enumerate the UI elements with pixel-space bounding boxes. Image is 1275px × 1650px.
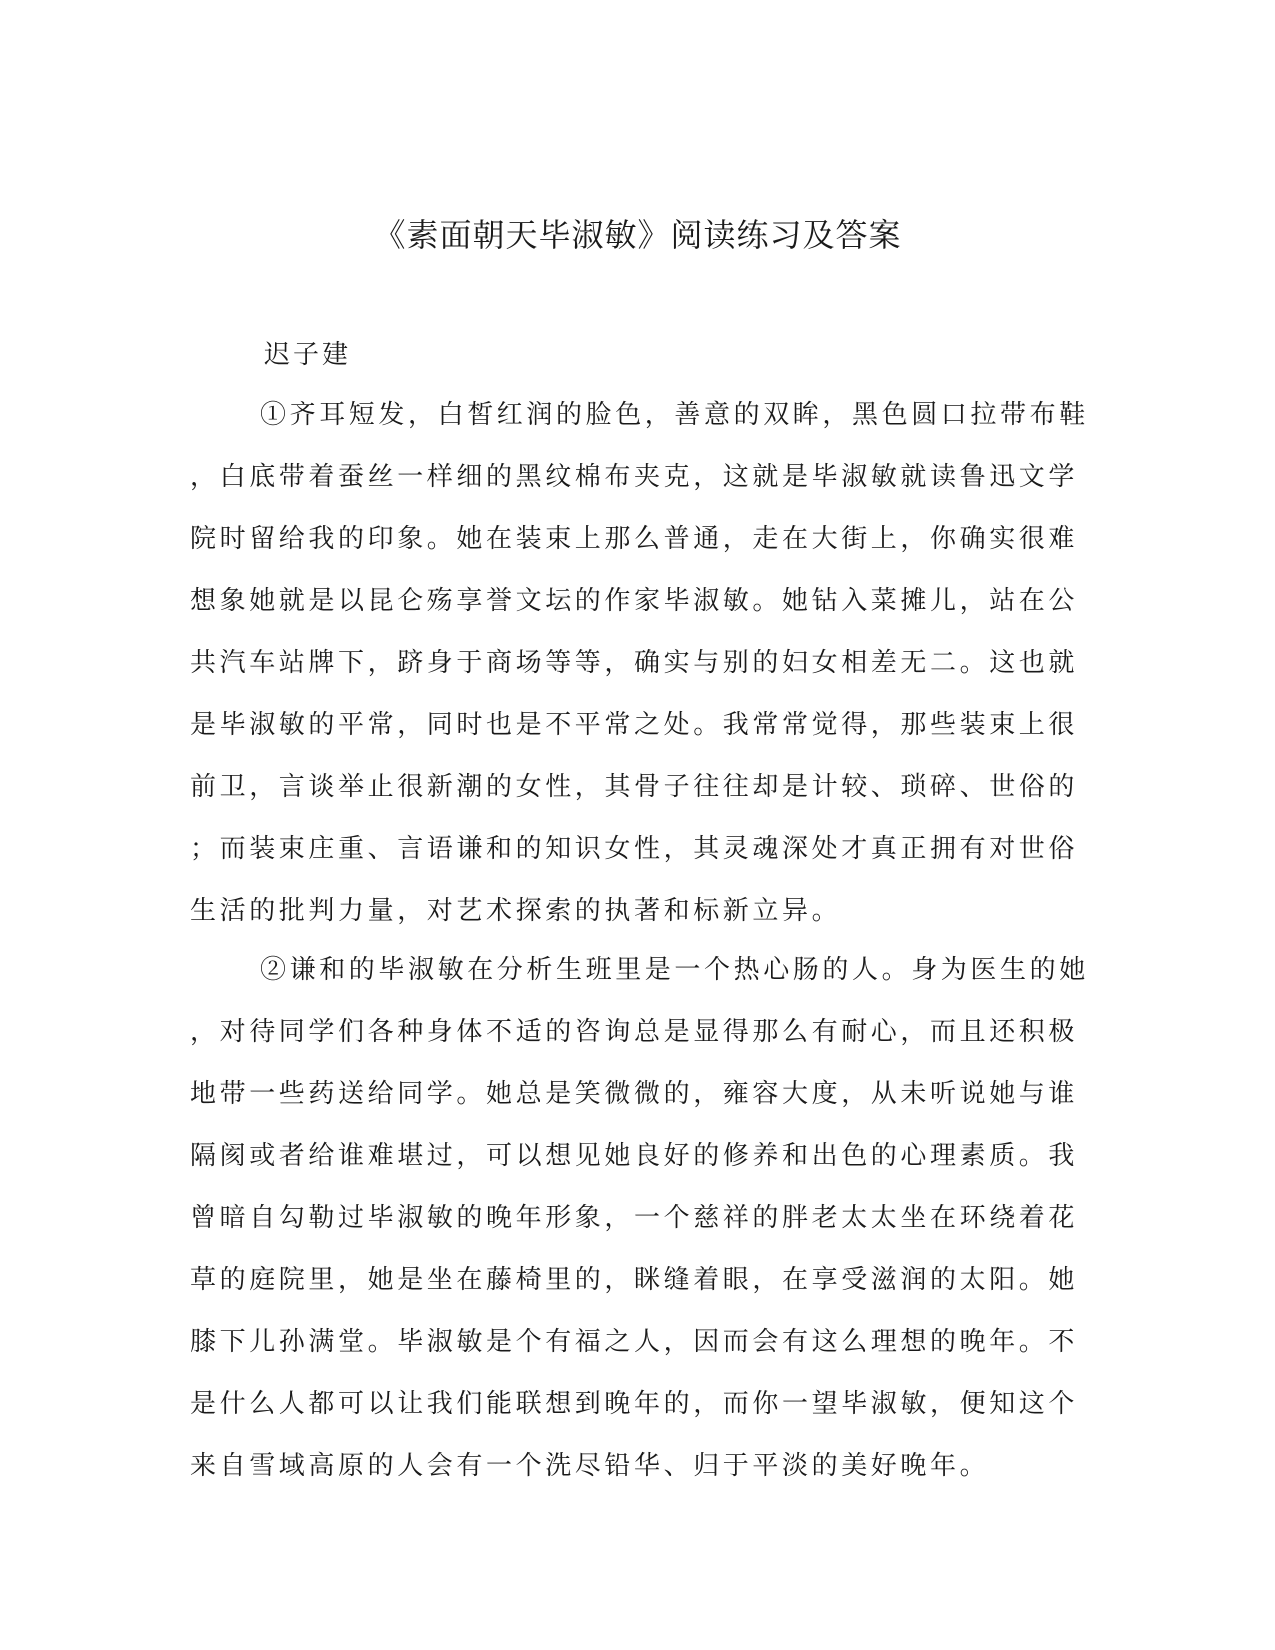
paragraph-line: 是毕淑敏的平常，同时也是不平常之处。我常常觉得，那些装束上很 bbox=[190, 710, 1079, 740]
paragraph-line: 共汽车站牌下，跻身于商场等等，确实与别的妇女相差无二。这也就 bbox=[190, 648, 1079, 678]
paragraph-line: ②谦和的毕淑敏在分析生班里是一个热心肠的人。身为医生的她 bbox=[260, 955, 1089, 985]
paragraph-2 bbox=[190, 939, 1090, 1497]
paragraph-line: 膝下儿孙满堂。毕淑敏是个有福之人，因而会有这么理想的晚年。不 bbox=[190, 1327, 1079, 1357]
paragraph-line: 院时留给我的印象。她在装束上那么普通，走在大街上，你确实很难 bbox=[190, 524, 1079, 554]
paragraph-line: ；而装束庄重、言语谦和的知识女性，其灵魂深处才真正拥有对世俗 bbox=[190, 834, 1079, 864]
document-title: 《素面朝天毕淑敏》阅读练习及答案 bbox=[373, 216, 902, 254]
paragraph-line: 草的庭院里，她是坐在藤椅里的，眯缝着眼，在享受滋润的太阳。她 bbox=[190, 1265, 1079, 1295]
paragraph-line: 地带一些药送给同学。她总是笑微微的，雍容大度，从未听说她与谁 bbox=[190, 1079, 1079, 1109]
paragraph-line: 来自雪域高原的人会有一个洗尽铅华、归于平淡的美好晚年。 bbox=[190, 1451, 990, 1481]
paragraph-line: ，白底带着蚕丝一样细的黑纹棉布夹克，这就是毕淑敏就读鲁迅文学 bbox=[190, 462, 1079, 492]
author-name: 迟子建 bbox=[264, 340, 352, 370]
paragraph-line: 前卫，言谈举止很新潮的女性，其骨子往往却是计较、琐碎、世俗的 bbox=[190, 772, 1079, 802]
paragraph-line: 曾暗自勾勒过毕淑敏的晚年形象，一个慈祥的胖老太太坐在环绕着花 bbox=[190, 1203, 1079, 1233]
paragraph-line: 是什么人都可以让我们能联想到晚年的，而你一望毕淑敏，便知这个 bbox=[190, 1389, 1079, 1419]
paragraph-1 bbox=[190, 384, 1090, 942]
paragraph-line: ，对待同学们各种身体不适的咨询总是显得那么有耐心，而且还积极 bbox=[190, 1017, 1079, 1047]
paragraph-line: ①齐耳短发，白皙红润的脸色，善意的双眸，黑色圆口拉带布鞋 bbox=[260, 400, 1089, 430]
paragraph-line: 生活的批判力量，对艺术探索的执著和标新立异。 bbox=[190, 896, 842, 926]
paragraph-line: 隔阂或者给谁难堪过，可以想见她良好的修养和出色的心理素质。我 bbox=[190, 1141, 1079, 1171]
paragraph-line: 想象她就是以昆仑殇享誉文坛的作家毕淑敏。她钻入菜摊儿，站在公 bbox=[190, 586, 1079, 616]
